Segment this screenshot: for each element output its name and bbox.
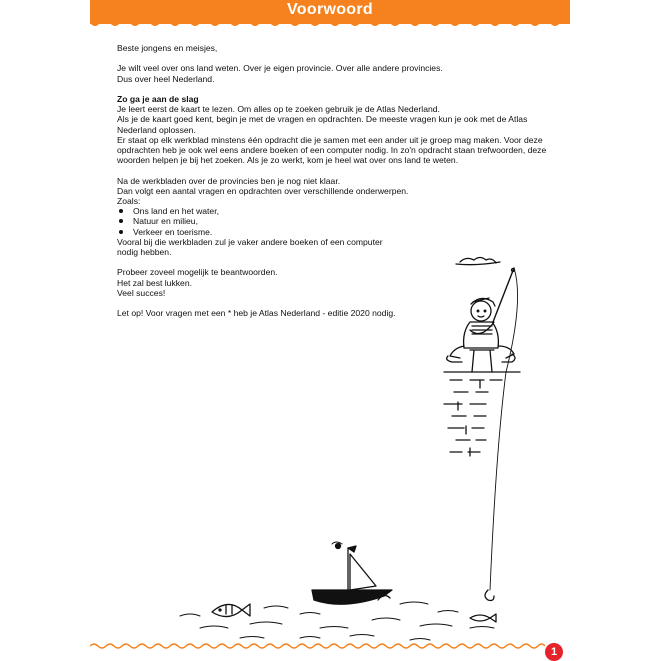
- water-waves: [180, 602, 494, 640]
- closing-line: Probeer zoveel mogelijk te beantwoorden.: [117, 267, 278, 278]
- fish-icon: [212, 604, 250, 617]
- intro-line: Je wilt veel over ons land weten. Over je eigen provincie. Over alle andere provincies.: [117, 63, 443, 74]
- section-line: Als je de kaart goed kent, begin je met de vragen en opdrachten. De meeste vragen kun je ook met de Atlas: [117, 114, 528, 125]
- closing-line: Het zal best lukken.: [117, 277, 192, 288]
- section-line: Je leert eerst de kaart te lezen. Om alles op te zoeken gebruik je de Atlas Nederland.: [117, 104, 440, 115]
- sailboat-icon: [312, 542, 392, 604]
- edition-note: Let op! Voor vragen met een * heb je Atlas Nederland - editie 2020 nodig.: [117, 308, 396, 319]
- cloud-icon: [460, 258, 496, 264]
- boy-fishing-icon: [447, 268, 518, 590]
- section-line: woorden helpen je bij het zoeken. Als je zo werkt, kom je heel wat over ons land te weten.: [117, 155, 459, 166]
- body-line: nodig hebben.: [117, 247, 172, 258]
- section-line: opdrachten heb je ook wel eens andere boeken of een computer nodig. In zo'n opdracht staan trefwoorden, deze: [117, 145, 547, 155]
- greeting: Beste jongens en meisjes,: [117, 43, 218, 53]
- page-number-badge: 1: [545, 643, 563, 661]
- section-line: Nederland oplossen.: [117, 124, 196, 135]
- list-item: Ons land en het water,: [117, 206, 557, 216]
- body-line: Dan volgt een aantal vragen en opdrachten over verschillende onderwerpen.: [117, 185, 409, 196]
- section-heading: Zo ga je aan de slag: [117, 93, 199, 104]
- list-item: Verkeer en toerisme.: [117, 227, 557, 237]
- closing-line: Veel succes!: [117, 287, 166, 298]
- brick-wall-icon: [444, 372, 520, 456]
- hook-icon: [470, 590, 496, 622]
- body-line: Na de werkbladen over de provincies ben je nog niet klaar.: [117, 175, 341, 186]
- section-line: Er staat op elk werkblad minstens één opdracht die je samen met een ander uit je groep mag maken. Voor deze: [117, 134, 543, 145]
- page-title: Voorwoord: [287, 1, 373, 18]
- list-item: Natuur en milieu,: [117, 216, 557, 226]
- body-line: Vooral bij die werkbladen zul je vaker andere boeken of een computer: [117, 236, 383, 247]
- footer-wave-border: [90, 641, 545, 651]
- body-line: Zoals:: [117, 196, 141, 206]
- intro-line: Dus over heel Nederland.: [117, 73, 215, 84]
